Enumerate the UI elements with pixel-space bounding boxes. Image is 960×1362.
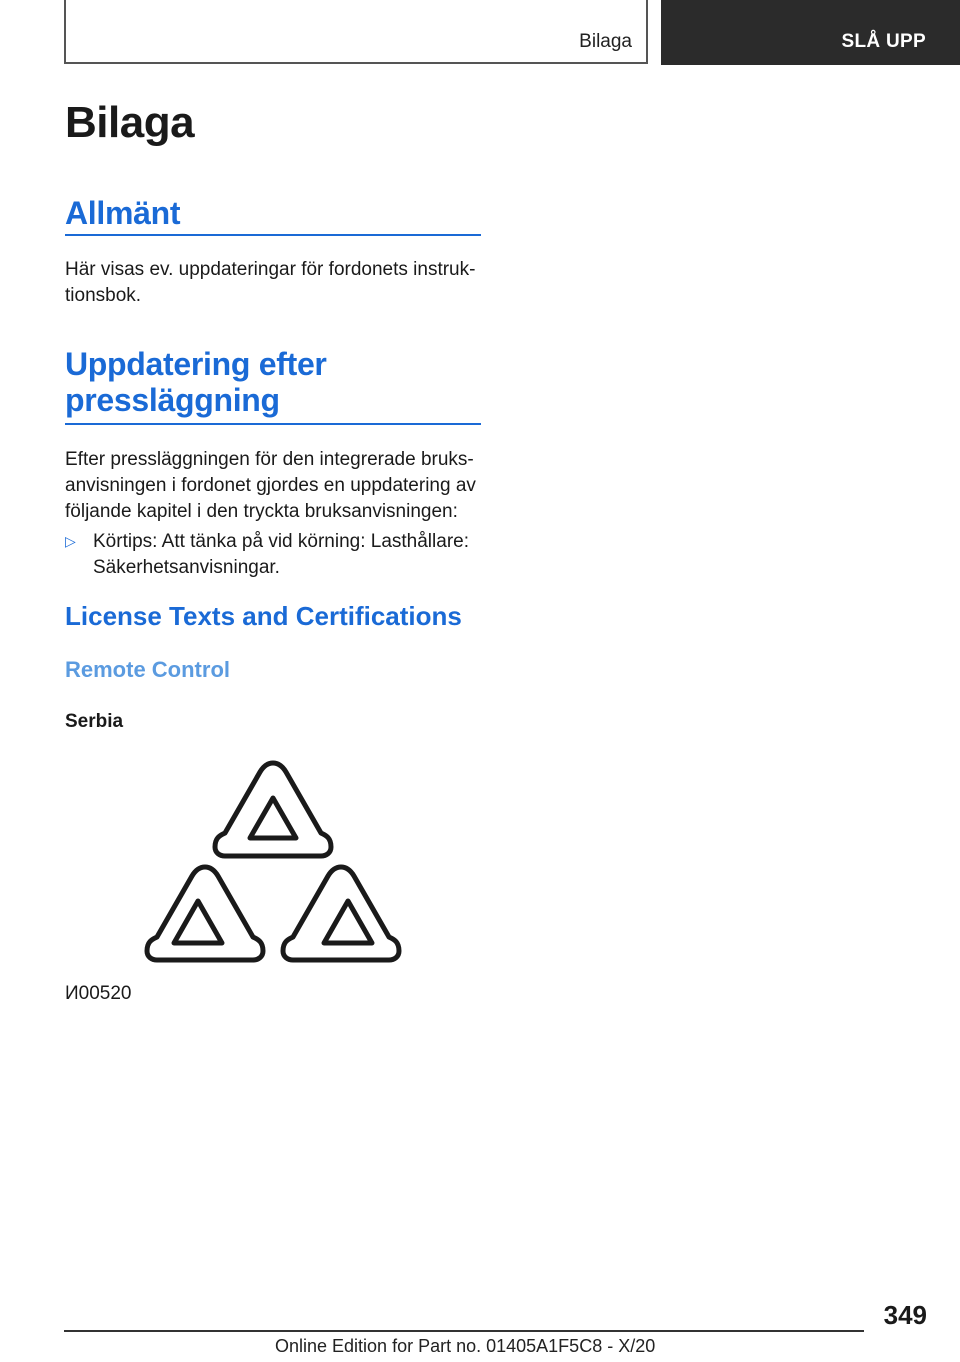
section-rule	[65, 234, 481, 236]
footer-edition: Online Edition for Part no. 01405A1F5C8 - X/20	[275, 1336, 656, 1356]
update-text-line3: följande kapitel i den tryckta bruksanvisningen:	[65, 501, 458, 522]
section-title-update-line2: pressläggning	[65, 382, 280, 418]
license-country: Serbia	[65, 711, 124, 732]
license-subtitle: Remote Control	[65, 657, 230, 682]
chapter-title: Bilaga	[65, 98, 195, 147]
page-number: 349	[883, 1300, 927, 1330]
header-section-tab	[64, 0, 648, 64]
cert-code: И00520	[65, 983, 132, 1004]
update-bullet-line2: Säkerhetsanvisningar.	[93, 557, 280, 578]
serbia-conformity-mark-icon	[143, 755, 403, 965]
update-text-line2: anvisningen i fordonet gjordes en uppdatering av	[65, 475, 476, 496]
update-bullet-line1: Körtips: Att tänka på vid körning: Lasthållare:	[93, 531, 469, 552]
license-title: License Texts and Certifications	[65, 601, 462, 631]
header-section-label: Bilaga	[579, 31, 632, 52]
lookup-button-label: SLÅ UPP	[841, 31, 926, 52]
update-text-line1: Efter pressläggningen för den integrerade bruks-	[65, 449, 474, 470]
general-text-line2: tionsbok.	[65, 285, 142, 306]
bullet-triangle-icon: ▷	[65, 533, 76, 549]
section-title-general: Allmänt	[65, 195, 181, 231]
section-rule	[65, 423, 481, 425]
section-title-update-line1: Uppdatering efter	[65, 346, 327, 382]
general-text-line1: Här visas ev. uppdateringar för fordonets instruk-	[65, 259, 476, 280]
footer-rule	[64, 1330, 864, 1332]
lookup-button[interactable]	[661, 0, 960, 65]
